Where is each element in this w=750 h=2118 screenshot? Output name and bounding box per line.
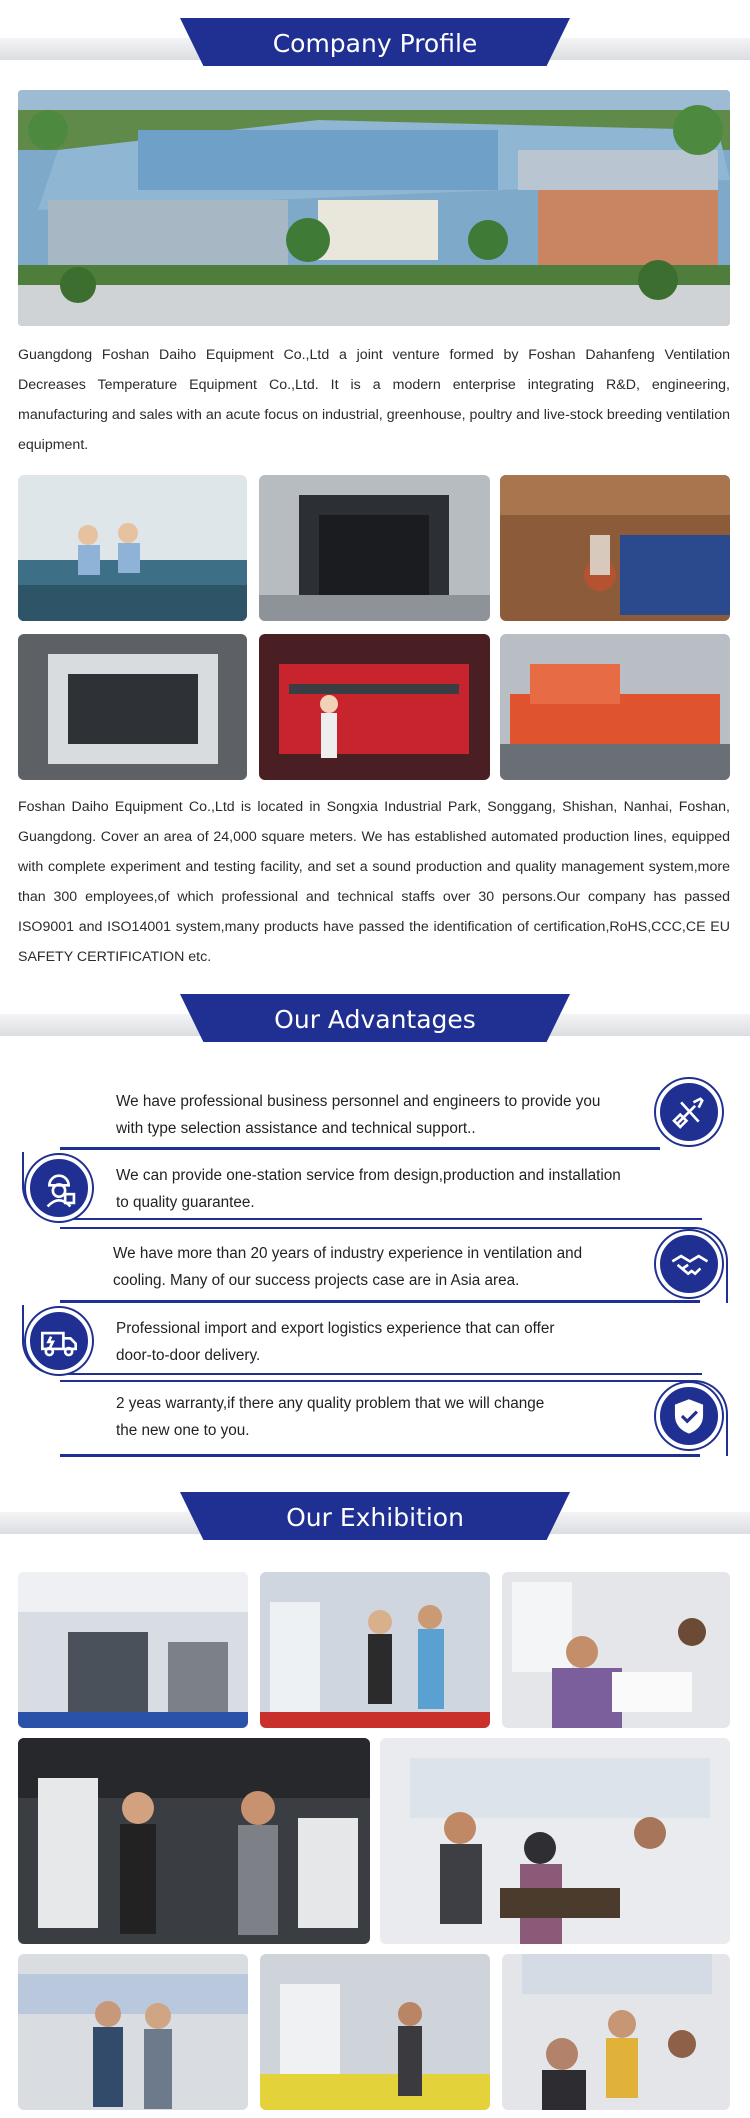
handshake-icon <box>656 1231 722 1297</box>
engineer-icon <box>26 1155 92 1221</box>
delivery-truck-icon <box>26 1308 92 1374</box>
advantage-4-text <box>116 1315 554 1369</box>
shield-check-icon <box>656 1383 722 1449</box>
exhibition-photo <box>260 1954 490 2110</box>
text-line: the new one to you. <box>116 1422 250 1439</box>
advantage-2-text <box>116 1162 621 1216</box>
exhibition-photo <box>502 1572 730 1728</box>
punch-machine-photo <box>500 634 730 780</box>
factory-aerial-photo <box>18 90 730 326</box>
section-title: Our Advantages <box>274 1005 476 1034</box>
text-line: 2 yeas warranty,if there any quality problem that we will change <box>116 1395 545 1412</box>
press-brake-photo <box>259 634 490 780</box>
text-line: We can provide one-station service from design,production and installation <box>116 1167 621 1184</box>
advantage-1-text <box>116 1088 600 1142</box>
exhibition-photo <box>18 1572 248 1728</box>
divider <box>60 1454 700 1457</box>
advantages-banner <box>0 994 750 1050</box>
section-title: Company Profile <box>272 29 478 58</box>
exhibition-photo <box>502 1954 730 2110</box>
painting-line-photo <box>259 475 490 621</box>
company-profile-banner <box>0 18 750 74</box>
advantage-5-text <box>116 1390 544 1444</box>
divider <box>60 1147 660 1150</box>
section-title: Our Exhibition <box>286 1503 464 1532</box>
exhibition-photo <box>380 1738 730 1944</box>
advantage-3-text <box>113 1240 582 1294</box>
warehouse-fans-photo <box>500 475 730 621</box>
text-line: door-to-door delivery. <box>116 1347 261 1364</box>
text-line: cooling. Many of our success projects case are in Asia area. <box>113 1272 520 1289</box>
text-line: with type selection assistance and technical support.. <box>116 1120 476 1137</box>
exhibition-photo <box>18 1954 248 2110</box>
machine-closeup-photo <box>18 634 247 780</box>
tools-icon <box>656 1079 722 1145</box>
exhibition-photo <box>18 1738 370 1944</box>
divider <box>60 1300 700 1303</box>
exhibition-banner <box>0 1492 750 1548</box>
factory-workers-photo <box>18 475 247 621</box>
exhibition-photo <box>260 1572 490 1728</box>
text-line: to quality guarantee. <box>116 1194 255 1211</box>
company-details-text: Foshan Daiho Equipment Co.,Ltd is located in Songxia Industrial Park, Songgang, Shishan, Nanhai, Foshan, Guangdong. Cover an area of 24,000 square meters. We has established automated production lines, equipped with complete experiment and testing facility, and set a sound production and quality management system,more than 300 employees,of which professional and technical staffs over 30 persons.Our company has passed ISO9001 and ISO14001 system,many products have passed the identification of certification,RoHS,CCC,CE EU SAFETY CERTIFICATION etc. <box>18 799 730 965</box>
text-line: We have more than 20 years of industry experience in ventilation and <box>113 1245 583 1262</box>
text-line: We have professional business personnel and engineers to provide you <box>116 1093 601 1110</box>
company-intro-text: Guangdong Foshan Daiho Equipment Co.,Ltd a joint venture formed by Foshan Dahanfeng Ventilation Decreases Temperature Equipment Co.,Ltd. It is a modern enterprise integrating R&D, engineering, manufacturing and sales with an acute focus on industrial, greenhouse, poultry and live-stock breeding ventilation equipment. <box>18 347 730 453</box>
text-line: Professional import and export logistics experience that can offer <box>116 1320 555 1337</box>
